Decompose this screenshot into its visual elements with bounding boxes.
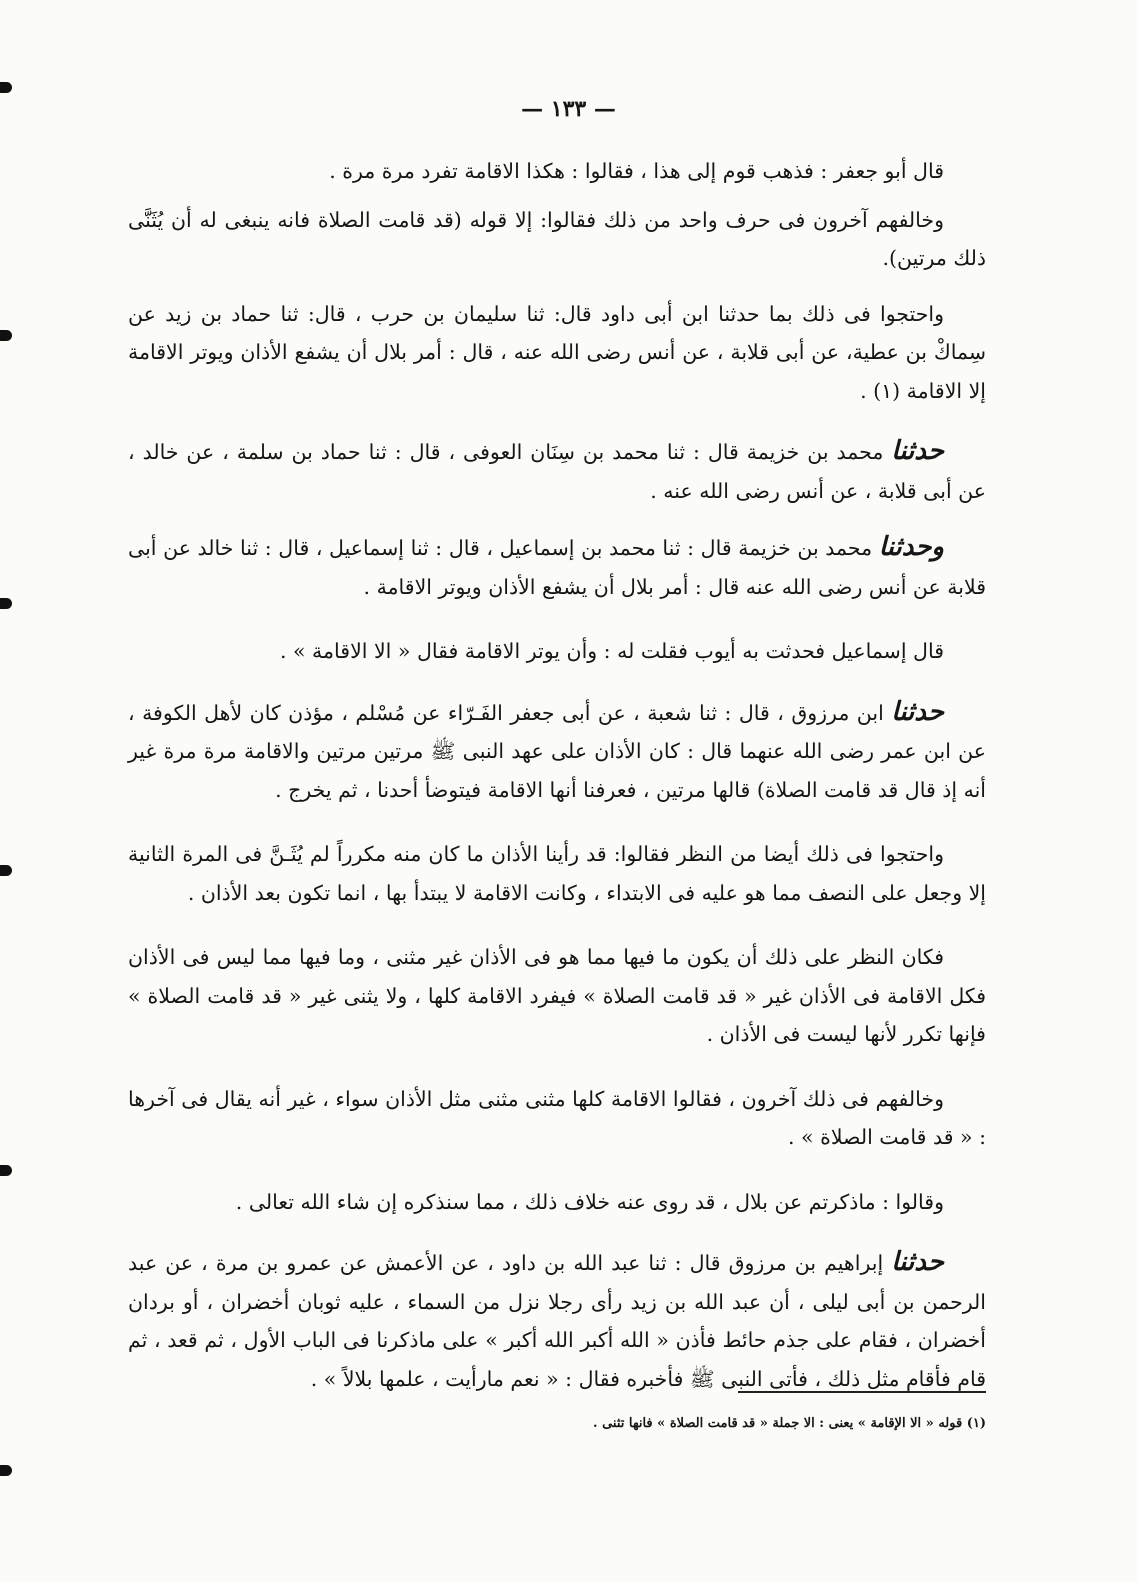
paragraph	[128, 1080, 986, 1157]
paragraph	[128, 295, 986, 411]
paragraph	[128, 835, 986, 912]
footnote: (١) قوله « الا الإقامة » يعنى : الا جملة « قد قامت الصلاة » فانها تثنى .	[593, 1416, 986, 1431]
paragraph	[128, 432, 986, 510]
paragraph-text: وخالفهم آخرون فى حرف واحد من ذلك فقالوا: إلا قوله (قد قامت الصلاة فانه ينبغى له أن يُثَنَّى ذلك مرتين).	[128, 207, 986, 270]
scan-edge-mark	[0, 1165, 12, 1176]
paragraph-text: قال إسماعيل فحدثت به أيوب فقلت له : وأن يوتر الاقامة فقال « الا الاقامة » .	[279, 639, 944, 663]
paragraph-text: واحتجوا فى ذلك بما حدثنا ابن أبى داود قال: ثنا سليمان بن حرب ، قال: ثنا حماد بن زيد عن سِماكْ بن عطية، عن أبى قلابة ، عن أنس رضى الله عنه ، قال : أمر بلال أن يشفع الأذان ويوتر الاقامة إلا الاقامة (١) .	[128, 301, 986, 403]
paragraph-text: محمد بن خزيمة قال : ثنا محمد بن سِنَان العوفى ، قال : ثنا حماد بن سلمة ، عن خالد ، عن أبى قلابة ، عن أنس رضى الله عنه .	[128, 440, 986, 503]
paragraph	[128, 1243, 986, 1398]
paragraph-text: محمد بن خزيمة قال : ثنا محمد بن إسماعيل ، قال : ثنا إسماعيل ، قال : ثنا خالد عن أبى قلابة عن أنس رضى الله عنه قال : أمر بلال أن يشفع الأذان ويوتر الاقامة .	[128, 536, 986, 599]
hadith-keyword: وحدثنا	[878, 532, 944, 562]
paragraph-text: إبراهيم بن مرزوق قال : ثنا عبد الله بن داود ، عن الأعمش عن عمرو بن مرة ، عن عبد الرحمن بن أبى ليلى ، أن عبد الله بن زيد رأى رجلا نزل من السماء ، عليه ثوبان أخضران ، أو بردان أخضران ، فقام على جذم حائط فأذن « الله أكبر الله أكبر » على ماذكرنا فى الباب الأول ، ثم قعد ، ثم قام فأقام مثل ذلك ، فأتى النبى ﷺ فأخبره فقال : « نعم مارأيت ، علمها بلالاً » .	[128, 1251, 986, 1391]
paragraph-text: وخالفهم فى ذلك آخرون ، فقالوا الاقامة كلها مثنى مثنى مثل الأذان سواء ، غير أنه يقال فى آخرها : « قد قامت الصلاة » .	[128, 1086, 986, 1149]
paragraph-text: فكان النظر على ذلك أن يكون ما فيها مما هو فى الأذان غير مثنى ، وما فيها مما ليس فى الأذان فكل الاقامة فى الأذان غير « قد قامت الصلاة » فيفرد الاقامة كلها ، ولا يثنى غير « قد قامت الصلاة » فإنها تكرر لأنها ليست فى الأذان .	[128, 945, 986, 1046]
hadith-keyword: حدثنا	[891, 696, 944, 727]
body-text	[128, 152, 986, 1398]
paragraph	[128, 1183, 986, 1222]
paragraph	[128, 938, 986, 1054]
paragraph	[128, 201, 986, 278]
scan-edge-mark	[0, 865, 12, 876]
hadith-keyword: حدثنا	[891, 1247, 944, 1277]
paragraph	[128, 693, 986, 810]
footnote-divider	[738, 1391, 986, 1393]
paragraph	[128, 632, 986, 671]
paragraph-text: واحتجوا فى ذلك أيضا من النظر فقالوا: قد رأينا الأذان ما كان منه مكرراً لم يُثَـنَّ فى المرة الثانية إلا وجعل على النصف مما هو عليه فى الابتداء ، وكانت الاقامة لا يبتدأ بها ، انما تكون بعد الأذان .	[128, 842, 986, 905]
page-number: — ١٣٣ —	[521, 96, 616, 122]
paragraph	[128, 528, 986, 606]
paragraph	[128, 152, 986, 191]
paragraph-text: ابن مرزوق ، قال : ثنا شعبة ، عن أبى جعفر الفَـرّاء عن مُسْلم ، مؤذن كان لأهل الكوفة ، عن ابن عمر رضى الله عنهما قال : كان الأذان على عهد النبى ﷺ مرتين مرتين والاقامة مرة مرة غير أنه إذ قال قد قامت الصلاة) قالها مرتين ، فعرفنا أنها الاقامة فيتوضأ أحدنا ، ثم يخرج .	[128, 700, 986, 802]
scan-edge-mark	[0, 330, 12, 341]
scan-edge-mark	[0, 1465, 12, 1476]
hadith-keyword: حدثنا	[891, 436, 944, 466]
scan-edge-mark	[0, 598, 12, 609]
paragraph-text: قال أبو جعفر : فذهب قوم إلى هذا ، فقالوا : هكذا الاقامة تفرد مرة مرة .	[329, 159, 944, 183]
scan-edge-mark	[0, 82, 12, 93]
paragraph-text: وقالوا : ماذكرتم عن بلال ، قد روى عنه خلاف ذلك ، مما سنذكره إن شاء الله تعالى .	[235, 1189, 944, 1214]
